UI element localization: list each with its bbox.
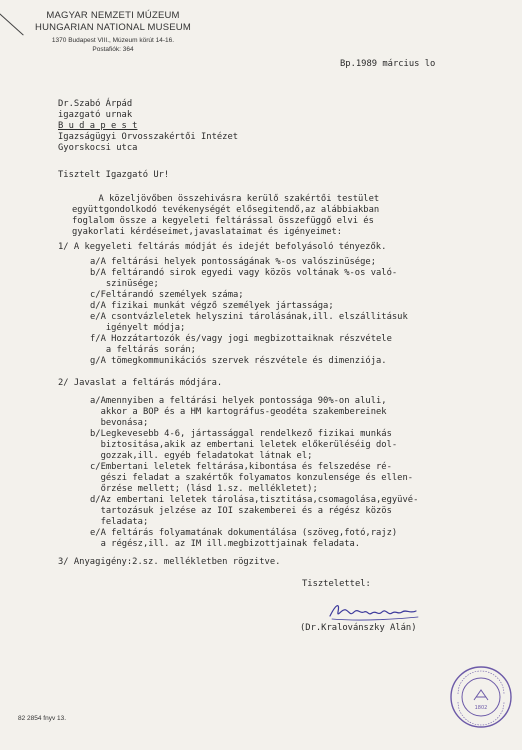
section2-item: tartozásuk jelzése az IOI szakemberei és a régész közös (90, 506, 392, 516)
section2-item: a régész,ill. az IM ill.megbizottjainak feladata. (90, 539, 361, 549)
section2-item: c/Embertani leletek feltárása,kibontása és felszedése ré- (90, 462, 392, 472)
section1-item: a/A feltárási helyek pontosságának %-os valószinüsége; (90, 257, 376, 267)
salutation: Tisztelt Igazgató Ur! (58, 170, 170, 180)
section1-item: szinüsége; (90, 279, 159, 289)
section1-item: d/A fizikai munkát végző személyek jártassága; (90, 301, 334, 311)
letter-date: Bp.1989 március lo (340, 59, 436, 69)
letterhead-name-hu: MAGYAR NEMZETI MÚZEUM (46, 10, 180, 21)
section2-heading: 2/ Javaslat a feltárás módjára. (58, 378, 223, 388)
recipient-institute: Igazságügyi Orvosszakértői Intézet (58, 132, 239, 142)
letterhead-address: 1370 Budapest VIII., Múzeum körút 14-16. (51, 37, 175, 44)
handwritten-signature (326, 598, 426, 624)
closing: Tisztelettel: (302, 579, 371, 589)
footer-form-code: 82 2854 fnyv 13. (18, 715, 67, 722)
museum-stamp (448, 664, 514, 730)
recipient-city: B u d a p e s t (58, 121, 138, 131)
recipient-title: igazgató urnak (58, 110, 133, 120)
signer-name: (Dr.Kralovánszky Alán) (300, 623, 417, 633)
section1-item: a feltárás során; (90, 345, 196, 355)
section1-item: b/A feltárandó sirok egyedi vagy közös voltának %-os való- (90, 268, 398, 278)
section1-item: igényelt módja; (90, 323, 186, 333)
section1-item: f/A Hozzátartozók és/vagy jogi megbizottaiknak részvétele (90, 334, 392, 344)
recipient-name: Dr.Szabó Árpád (58, 99, 133, 109)
section1-heading: 1/ A kegyeleti feltárás módját és idejét befolyásoló tényezők. (58, 242, 387, 252)
section3-text: 3/ Anyagigény:2.sz. mellékletben rögzitve. (58, 557, 281, 567)
section2-item: b/Legkevesebb 4-6, jártassággal rendelkező fizikai munkás (90, 429, 392, 439)
section2-item: akkor a BOP és a HM kartográfus-geodéta szakembereinek (90, 407, 387, 417)
section1-item: c/Feltárandó személyek száma; (90, 290, 244, 300)
recipient-street: Gyorskocsi utca (58, 143, 138, 153)
intro-line: gyakorlati kérdéseimet,javaslataimat és igényeimet: (72, 227, 343, 237)
section2-item: gozzak,ill. egyéb feladatokat látnak el; (90, 451, 313, 461)
letterhead-name-en: HUNGARIAN NATIONAL MUSEUM (35, 22, 191, 33)
section1-item: g/A tömegkommunikációs szervek részvétele és dimenziója. (90, 356, 387, 366)
section2-item: feladata; (90, 517, 149, 527)
letterhead (28, 10, 198, 54)
fold-mark (0, 8, 24, 36)
section2-item: bevonása; (90, 418, 149, 428)
section2-item: e/A feltárás folyamatának dokumentálása (szöveg,fotó,rajz) (90, 528, 398, 538)
section2-item: a/Amennyiben a feltárási helyek pontossága 90%-on aluli, (90, 396, 387, 406)
intro-line: foglalom össze a kegyeleti feltárással összefüggő elvi és (72, 216, 374, 226)
section2-item: gészi feladat a szakértők folyamatos konzulensége és ellen- (90, 473, 414, 483)
section2-item: őrzése mellett; (lásd 1.sz. mellékletet); (90, 484, 318, 494)
svg-text:1802: 1802 (474, 705, 488, 711)
section1-item: e/A csontvázleletek helyszini tárolásának,ill. elszállitásuk (90, 312, 408, 322)
intro-line: A közeljövőben összehivásra kerülő szakértői testület (72, 194, 380, 204)
intro-line: együttgondolkodó tevékenységét elősegitendő,az alábbiakban (72, 205, 380, 215)
letterhead-postbox: Postafiók: 364 (92, 46, 134, 53)
section2-item: d/Az embertani leletek tárolása,tisztitása,csomagolása,együvé- (90, 495, 419, 505)
section2-item: biztositása,akik az embertani leletek előkerüléséig dol- (90, 440, 398, 450)
